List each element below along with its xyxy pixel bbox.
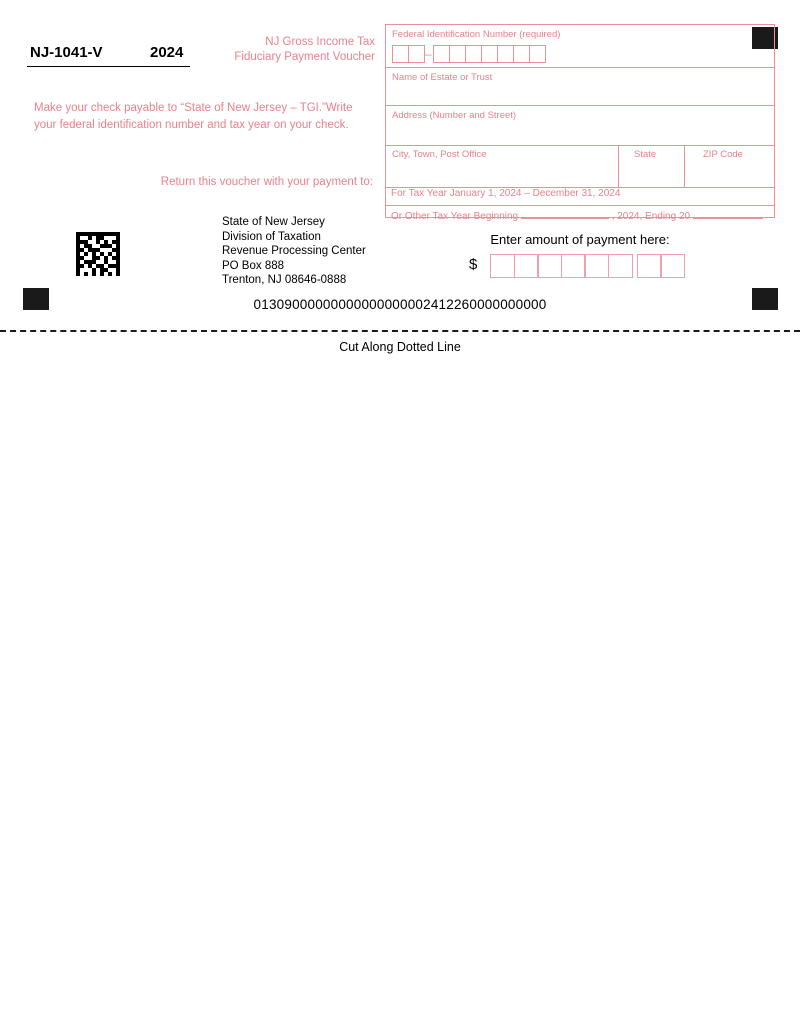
box-divider [386, 67, 774, 68]
datamatrix-barcode-icon [76, 232, 120, 276]
payment-amount-label: Enter amount of payment here: [490, 232, 670, 247]
return-voucher-note: Return this voucher with your payment to: [160, 176, 373, 188]
other-tax-year-prefix: Or Other Tax Year Beginning [391, 211, 519, 222]
fid-cell[interactable] [465, 45, 482, 63]
box-divider [386, 145, 774, 146]
fid-cell[interactable] [481, 45, 498, 63]
other-tax-year-begin-input[interactable] [521, 208, 609, 219]
amount-cell[interactable] [584, 254, 609, 278]
fid-entry-cells[interactable] [392, 45, 545, 63]
fid-cell[interactable] [433, 45, 450, 63]
mailing-address-line: State of New Jersey [222, 216, 325, 228]
mailing-address-line: Trenton, NJ 08646-0888 [222, 274, 347, 286]
box-divider [386, 205, 774, 206]
fid-cell[interactable] [513, 45, 530, 63]
amount-cell[interactable] [608, 254, 633, 278]
other-tax-year-mid: , 2024, Ending 20 [611, 211, 691, 222]
amount-cell[interactable] [490, 254, 515, 278]
scanline-number: 01309000000000000000002412260000000000 [253, 297, 547, 312]
fid-separator: – [425, 47, 432, 61]
header-rule [27, 66, 190, 67]
fid-label: Federal Identification Number (required) [392, 29, 561, 40]
fid-cell[interactable] [497, 45, 514, 63]
payment-amount-cells[interactable] [490, 254, 684, 278]
amount-cell[interactable] [637, 254, 662, 278]
cut-line-divider [0, 330, 800, 332]
fid-cell[interactable] [449, 45, 466, 63]
box-divider [618, 145, 619, 187]
mailing-address-line: Revenue Processing Center [222, 245, 366, 257]
voucher-title [200, 35, 375, 65]
box-divider [684, 145, 685, 187]
state-label: State [634, 149, 657, 160]
cut-line-label: Cut Along Dotted Line [339, 340, 461, 354]
mailing-address [222, 215, 366, 288]
box-divider [386, 105, 774, 106]
amount-cell[interactable] [514, 254, 539, 278]
other-tax-year-row [391, 208, 763, 222]
fid-cell[interactable] [408, 45, 425, 63]
check-payable-note: Make your check payable to “State of New Jersey – TGI.”Write your federal identification number and tax year on your check. [34, 102, 353, 131]
mailing-address-line: PO Box 888 [222, 259, 285, 272]
voucher-title-line1: NJ Gross Income Tax [265, 36, 375, 48]
payment-voucher [0, 0, 800, 360]
city-label: City, Town, Post Office [392, 149, 487, 160]
amount-cell[interactable] [660, 254, 685, 278]
currency-symbol: $ [469, 256, 478, 273]
form-year: 2024 [150, 44, 184, 61]
amount-cell[interactable] [537, 254, 562, 278]
address-label: Address (Number and Street) [392, 110, 517, 121]
fid-cell[interactable] [529, 45, 546, 63]
mailing-address-line: Division of Taxation [222, 230, 321, 243]
amount-cell[interactable] [561, 254, 586, 278]
fid-cell[interactable] [392, 45, 409, 63]
estate-name-label: Name of Estate or Trust [392, 72, 493, 83]
form-number: NJ-1041-V [30, 44, 103, 61]
zip-label: ZIP Code [703, 149, 743, 160]
voucher-title-line2: Fiduciary Payment Voucher [234, 51, 375, 63]
other-tax-year-end-input[interactable] [693, 208, 763, 219]
tax-year-line: For Tax Year January 1, 2024 – December 31, 2024 [391, 188, 621, 199]
